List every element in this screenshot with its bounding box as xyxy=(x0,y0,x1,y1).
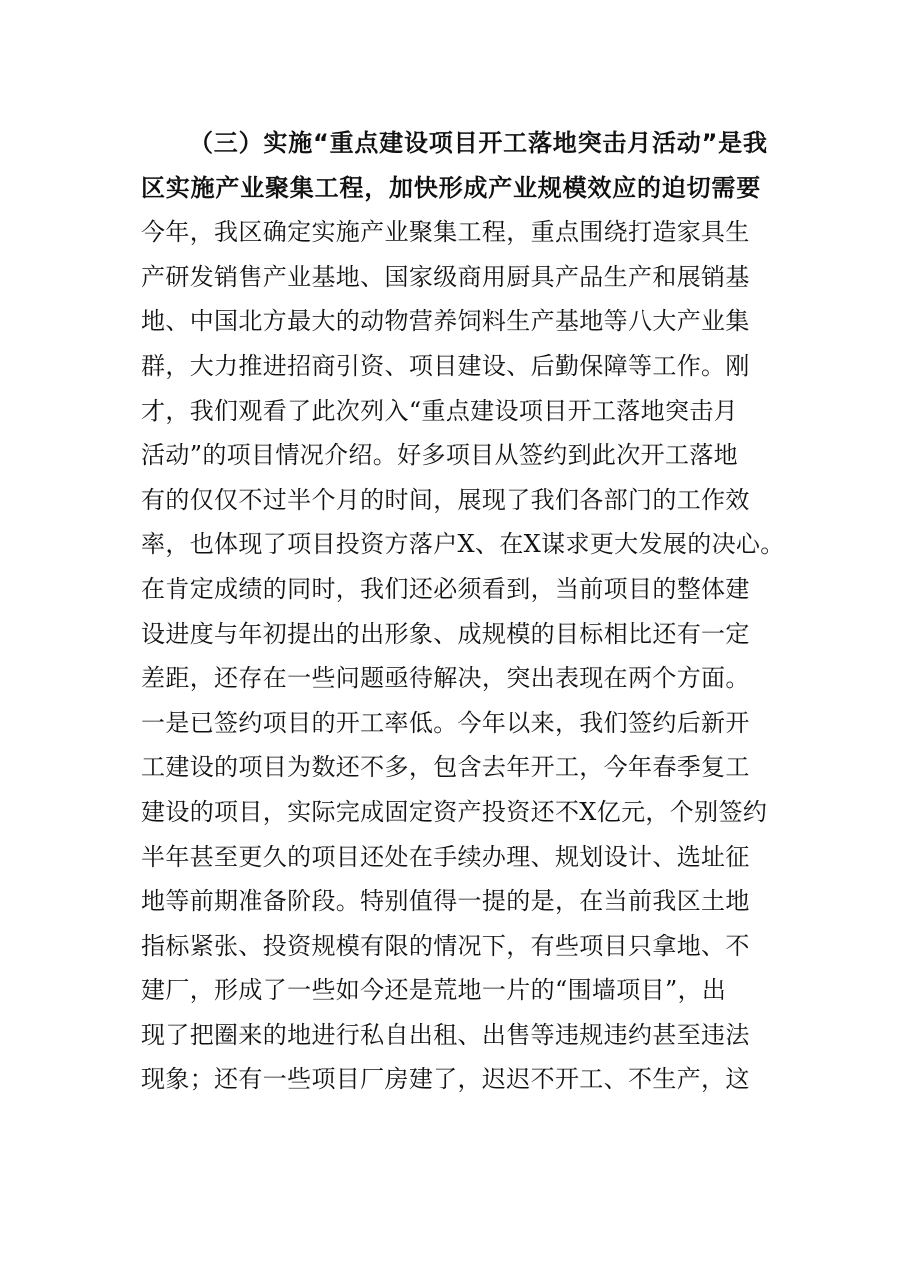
body-text-line: 才，我们观看了此次列入“重点建设项目开工落地突击月 xyxy=(141,396,739,425)
body-text-line: 在肯定成绩的同时，我们还必须看到，当前项目的整体建 xyxy=(141,574,750,603)
body-text-line: 指标紧张、投资规模有限的情况下，有些项目只拿地、不 xyxy=(141,931,750,960)
body-text-line: 率，也体现了项目投资方落户X、在X谋求更大发展的决心。 xyxy=(141,530,785,559)
body-text-line: 一是已签约项目的开工率低。今年以来，我们签约后新开 xyxy=(141,708,750,737)
body-text-line: 现象；还有一些项目厂房建了，迟迟不开工、不生产，这 xyxy=(141,1065,750,1094)
body-text-line: 差距，还存在一些问题亟待解决，突出表现在两个方面。 xyxy=(141,664,750,693)
body-text-line: 现了把圈来的地进行私自出租、出售等违规违约甚至违法 xyxy=(141,1020,750,1049)
body-text-line: 建厂，形成了一些如今还是荒地一片的“围墙项目”，出 xyxy=(141,976,727,1005)
body-text-line: 群，大力推进招商引资、项目建设、后勤保障等工作。刚 xyxy=(141,351,750,380)
body-text-line: 建设的项目，实际完成固定资产投资还不X亿元，个别签约 xyxy=(141,797,768,826)
body-text-line: 活动”的项目情况介绍。好多项目从签约到此次开工落地 xyxy=(141,441,739,470)
section-heading-line-2: 区实施产业聚集工程，加快形成产业规模效应的迫切需要 xyxy=(141,173,761,202)
body-text-line: 地、中国北方最大的动物营养饲料生产基地等八大产业集 xyxy=(141,307,750,336)
body-text-line: 地等前期准备阶段。特别值得一提的是，在当前我区土地 xyxy=(141,887,750,916)
body-text-line: 今年，我区确定实施产业聚集工程，重点围绕打造家具生 xyxy=(141,218,750,247)
section-heading-line-1: （三）实施“重点建设项目开工落地突击月活动”是我 xyxy=(189,129,768,157)
body-text-line: 有的仅仅不过半个月的时间，展现了我们各部门的工作效 xyxy=(141,485,750,514)
document-body xyxy=(141,121,785,1102)
body-text-line: 产研发销售产业基地、国家级商用厨具产品生产和展销基 xyxy=(141,262,750,291)
body-text-line: 工建设的项目为数还不多，包含去年开工，今年春季复工 xyxy=(141,753,750,782)
body-text-line: 半年甚至更久的项目还处在手续办理、规划设计、选址征 xyxy=(141,842,750,871)
body-text-line: 设进度与年初提出的出形象、成规模的目标相比还有一定 xyxy=(141,619,750,648)
